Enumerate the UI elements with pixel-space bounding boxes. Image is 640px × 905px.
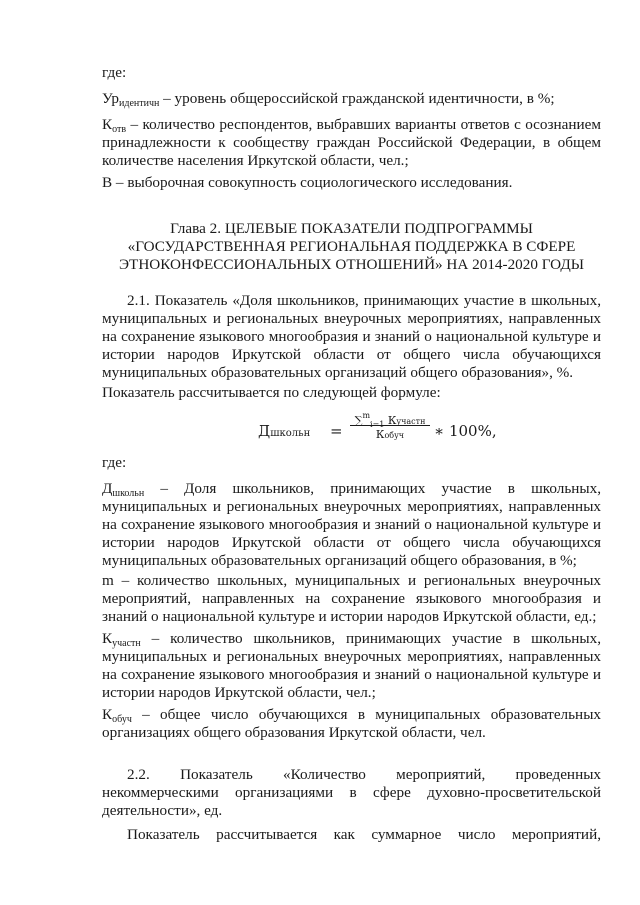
definition-kobuch (102, 706, 601, 742)
chapter-heading-line-3: ЭТНОКОНФЕССИОНАЛЬНЫХ ОТНОШЕНИЙ» НА 2014-2020 ГОДЫ (119, 256, 584, 273)
definition-d (102, 480, 601, 570)
kobuch-symbol: К (102, 706, 113, 723)
formula-lhs-subscript: школьн (270, 428, 311, 439)
chapter-heading (102, 220, 601, 274)
formula-lhs-symbol: Д (258, 422, 271, 440)
denominator-subscript: обуч (384, 431, 405, 440)
definition-ur (102, 90, 601, 108)
definition-kotv (102, 116, 601, 170)
formula-rhs: ∗ 100%, (434, 422, 497, 440)
section-2-2-paragraph: 2.2. Показатель «Количество мероприятий, проведенных некоммерческими организациями в сфере духовно-просветительской деятельности», ед. (102, 766, 601, 819)
section-2-1-calc-intro: Показатель рассчитывается по следующей формуле: (102, 384, 441, 401)
kobuch-description: – общее число обучающихся в муниципальных образовательных организациях общего образования Иркутской области, чел. (102, 706, 601, 741)
formula-lhs (258, 422, 310, 443)
formula-denominator (350, 428, 430, 443)
kotv-symbol: К (102, 116, 113, 133)
numerator-symbol: К (387, 414, 397, 427)
where-label-2: где: (102, 454, 127, 471)
numerator-subscript: участн (396, 417, 426, 426)
section-2-1-paragraph: 2.1. Показатель «Доля школьников, принимающих участие в школьных, муниципальных и региональных внеурочных мероприятиях, направленных на сохранение языкового многообразия и знаний о национальной культуре и истории народов Иркутской области от общего числа обучающихся муниципальных образовательных организаций общего образования», %. (102, 292, 601, 381)
definition-kuchastn (102, 630, 601, 702)
kobuch-subscript: обуч (112, 714, 132, 725)
definition-v: В – выборочная совокупность социологического исследования. (102, 174, 513, 191)
section-2-2-calc-intro: Показатель рассчитывается как суммарное число мероприятий, (127, 826, 601, 843)
formula-equals: = (330, 422, 343, 440)
formula (258, 408, 578, 444)
formula-fraction (350, 408, 430, 443)
d-subscript: школьн (112, 488, 145, 499)
ur-description: – уровень общероссийской гражданской идентичности, в %; (159, 90, 555, 107)
sum-upper-limit: m (362, 411, 371, 420)
sum-lower-limit: i=1 (370, 420, 385, 429)
kuchastn-symbol: К (102, 630, 113, 647)
denominator-symbol: К (375, 428, 385, 441)
kuchastn-subscript: участн (112, 638, 141, 649)
d-description: – Доля школьников, принимающих участие в школьных, муниципальных и региональных внеурочных мероприятиях, направленных на сохранение языкового многообразия и знаний о национальной культуре и истории народов Иркутской области от общего числа обучающихся муниципальных образовательных организаций общего образования, в %; (102, 480, 601, 569)
sum-symbol: ∑ (354, 414, 363, 427)
ur-symbol: Ур (102, 90, 120, 107)
d-symbol: Д (102, 480, 113, 497)
chapter-heading-line-2: «ГОСУДАРСТВЕННАЯ РЕГИОНАЛЬНАЯ ПОДДЕРЖКА В СФЕРЕ (127, 238, 576, 255)
kotv-subscript: отв (112, 124, 127, 135)
kotv-description: – количество респондентов, выбравших варианты ответов с осознанием принадлежности к сообществу граждан Российской Федерации, в общем количестве населения Иркутской области, чел.; (102, 116, 601, 169)
kuchastn-description: – количество школьников, принимающих участие в школьных, муниципальных и региональных внеурочных мероприятиях, направленных на сохранение языкового многообразия и знаний о национальной культуре и истории народов Иркутской области, чел.; (102, 630, 601, 701)
formula-numerator (350, 408, 430, 429)
ur-subscript: идентичн (119, 98, 160, 109)
where-label-1: где: (102, 64, 127, 81)
definition-m: m – количество школьных, муниципальных и региональных внеурочных мероприятий, направленных на сохранение языкового многообразия и знаний о национальной культуре и истории народов Иркутской области, ед.; (102, 572, 601, 625)
chapter-heading-line-1: Глава 2. ЦЕЛЕВЫЕ ПОКАЗАТЕЛИ ПОДПРОГРАММЫ (170, 220, 533, 237)
